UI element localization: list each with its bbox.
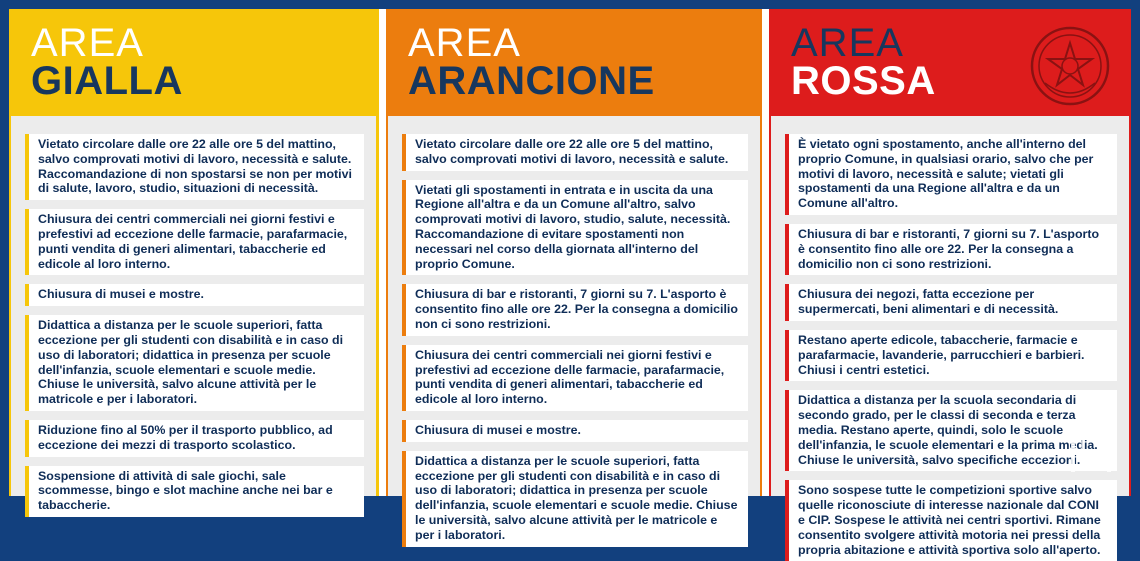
area-arancione-title-top: AREA [408,21,521,65]
column-divider [762,9,769,496]
rule-item: Vietati gli spostamenti in entrata e in uscita da una Regione all'altra e da un Comune all'altro, salvo comprovati motivi di lavoro, studio, salute, necessità. Raccomandazione di evitare spostamenti non necessari nel corso della giornata all'interno del proprio Comune. [402,180,748,276]
watermark-logo-icon [1063,412,1115,482]
column-area-gialla [9,9,379,513]
area-rossa-rules-panel [771,116,1129,557]
rule-item: Chiusura di musei e mostre. [25,284,364,306]
area-gialla-title-top: AREA [31,21,144,65]
zones-infographic [9,9,1131,557]
rule-item: Chiusura di bar e ristoranti, 7 giorni su 7. L'asporto è consentito fino alle ore 22. Per la consegna a domicilio non ci sono restrizioni. [785,224,1117,275]
rule-item: Vietato circolare dalle ore 22 alle ore 5 del mattino, salvo comprovati motivi di lavoro, necessità e salute. Raccomandazione di non spostarsi se non per motivi di salute, lavoro, studio, situazioni di necessità. [25,134,364,200]
column-area-arancione [386,9,762,542]
rule-item: Didattica a distanza per la scuola secondaria di secondo grado, per le classi di seconda e terza media. Restano aperte, quindi, solo le scuole dell'infanzia, le scuole elementari e la prima media. Chiuse le università, salvo specifiche eccezioni. [785,390,1117,471]
rule-item: Vietato circolare dalle ore 22 alle ore 5 del mattino, salvo comprovati motivi di lavoro, necessità e salute. [402,134,748,171]
area-arancione-title [408,23,655,101]
rule-item: Chiusura dei negozi, fatta eccezione per supermercati, beni alimentari e di necessità. [785,284,1117,321]
rule-item: Chiusura dei centri commerciali nei giorni festivi e prefestivi ad eccezione delle farmacie, parafarmacie, punti vendita di generi alimentari, tabaccherie ed edicole al loro interno. [402,345,748,411]
rule-item: Sospensione di attività di sale giochi, sale scommesse, bingo e slot machine anche nei bar e tabaccherie. [25,466,364,517]
area-arancione-title-bottom: ARANCIONE [408,59,655,103]
rule-item: Chiusura di bar e ristoranti, 7 giorni su 7. L'asporto è consentito fino alle ore 22. Per la consegna a domicilio non ci sono restrizioni. [402,284,748,335]
area-rossa-title-top: AREA [791,21,904,65]
area-gialla-rules-panel [11,116,376,513]
area-gialla-title [31,23,183,101]
rule-item: Sono sospese tutte le competizioni sportive salvo quelle riconosciute di interesse nazionale dal CONI e CIP. Sospese le attività nei centri sportivi. Rimane consentito svolgere attività motoria nei pressi della propria abitazione e attività sportiva solo all'aperto. [785,480,1117,561]
rule-item: Chiusura di musei e mostre. [402,420,748,442]
rule-item: È vietato ogni spostamento, anche all'interno del proprio Comune, in qualsiasi orario, salvo che per motivi di lavoro, necessità e salute; vietati gli spostamenti da una Regione all'altra e da un Comune all'altro. [785,134,1117,215]
rule-item: Riduzione fino al 50% per il trasporto pubblico, ad eccezione dei mezzi di trasporto scolastico. [25,420,364,457]
area-arancione-rules-panel [388,116,760,542]
rule-item: Didattica a distanza per le scuole superiori, fatta eccezione per gli studenti con disabilità e in caso di uso di laboratori; didattica in presenza per scuole dell'infanzia, scuole elementari e scuole medie. Chiuse le università, salvo alcune attività per le matricole e per i laboratori. [25,315,364,411]
rule-item: Didattica a distanza per le scuole superiori, fatta eccezione per gli studenti con disabilità e in caso di uso di laboratori; didattica in presenza per scuole dell'infanzia, scuole elementari e scuole medie. Chiuse le università, salvo alcune attività per le matricole e per i laboratori. [402,451,748,547]
area-gialla-title-bottom: GIALLA [31,59,183,103]
rule-item: Restano aperte edicole, tabaccherie, farmacie e parafarmacie, lavanderie, parrucchieri e barbieri. Chiusi i centri estetici. [785,330,1117,381]
rule-item: Chiusura dei centri commerciali nei giorni festivi e prefestivi ad eccezione delle farmacie, parafarmacie, punti vendita di generi alimentari, tabaccherie ed edicole al loro interno. [25,209,364,275]
column-area-rossa [769,9,1131,557]
area-rossa-title-bottom: ROSSA [791,59,936,103]
area-rossa-title [791,23,936,101]
italian-republic-emblem-icon [1029,25,1111,107]
column-divider [379,9,386,496]
